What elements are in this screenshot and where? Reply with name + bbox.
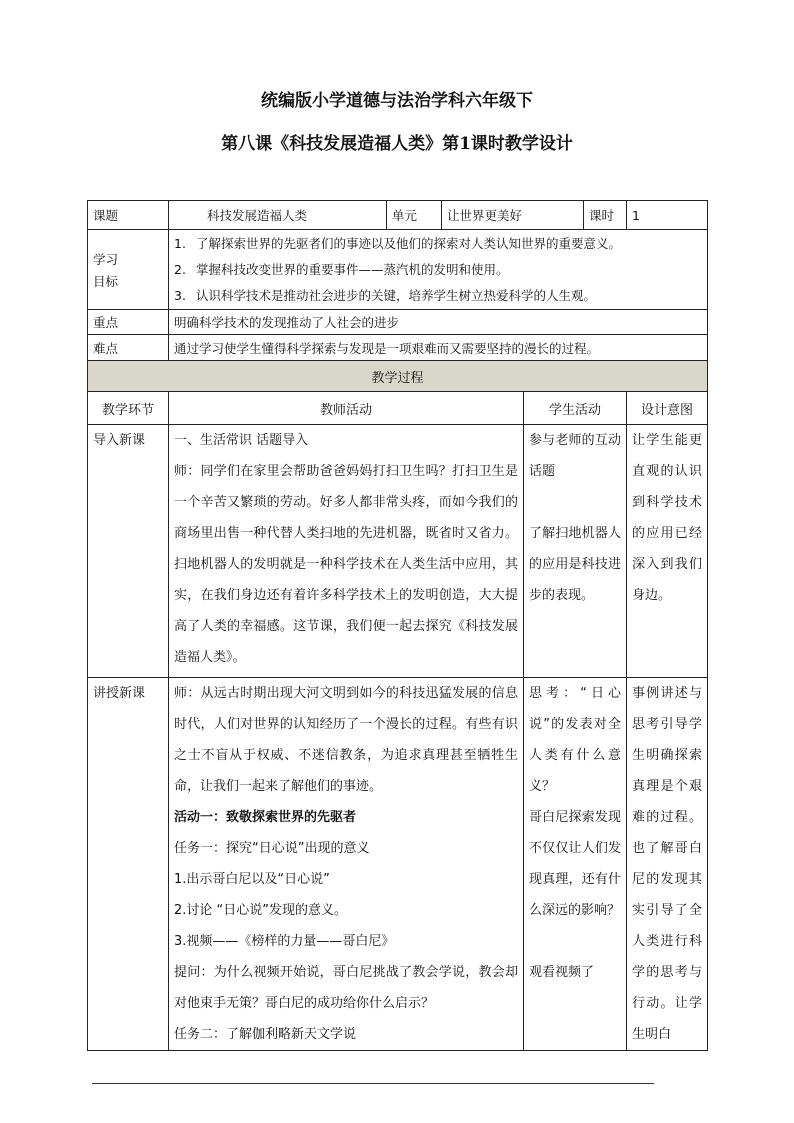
question-paragraph: 提问：为什么视频开始说，哥白尼挑战了教会学说，教会却对他束手无策？哥白尼的成功给你什么启示？ bbox=[174, 965, 518, 1011]
header-teacher: 教师活动 bbox=[169, 392, 524, 425]
teacher-activity-cell bbox=[169, 678, 524, 1051]
stage-cell: 讲授新课 bbox=[88, 678, 169, 1051]
key-point-label: 重点 bbox=[88, 310, 169, 335]
student-activity-item: 观看视频了 bbox=[529, 965, 595, 980]
student-activity-cell bbox=[524, 678, 627, 1051]
lesson-plan-table bbox=[87, 200, 708, 1051]
goals-label-line2: 目标 bbox=[93, 273, 119, 289]
table-row bbox=[88, 425, 708, 678]
task-line: 3.视频——《榜样的力量——哥白尼》 bbox=[174, 934, 395, 949]
goal-item: 1. 了解探索世界的先驱者们的事迹以及他们的探索对人类认知世界的重要意义。 bbox=[174, 235, 622, 251]
footer-divider bbox=[92, 1083, 654, 1084]
activity-paragraph: 师：同学们在家里会帮助爸爸妈妈打扫卫生吗？打扫卫生是一个辛苦又繁琐的劳动。好多人都非常头疼，而如今我们的商场里出售一种代替人类扫地的先进机器，既省时又省力。扫地机器人的发明就是一种科学技术在人类生活中应用，其实，在我们身边还有着许多科学技术上的发明创造，大大提高了人类的幸福感。这节课，我们便一起去探究《科技发展造福人类》。 bbox=[174, 464, 518, 665]
header-stage: 教学环节 bbox=[88, 392, 169, 425]
design-intent-cell: 让学生能更直观的认识到科学技术的应用已经深入到我们身边。 bbox=[627, 425, 708, 678]
document-title-line2: 第八课《科技发展造福人类》第1课时教学设计 bbox=[221, 134, 573, 154]
document-title-line1: 统编版小学道德与法治学科六年级下 bbox=[261, 91, 533, 111]
topic-label: 课题 bbox=[88, 201, 169, 230]
stage-cell: 导入新课 bbox=[88, 425, 169, 678]
task-line: 任务一：探究“日心说”出现的意义 bbox=[174, 841, 370, 856]
period-label: 课时 bbox=[584, 201, 627, 230]
activity-heading: 活动一：致敬探索世界的先驱者 bbox=[174, 810, 357, 825]
goal-item: 2. 掌握科技改变世界的重要事件——蒸汽机的发明和使用。 bbox=[174, 261, 509, 277]
unit-label: 单元 bbox=[387, 201, 442, 230]
activity-paragraph: 师：从远古时期出现大河文明到如今的科技迅猛发展的信息时代，人们对世界的认知经历了一个漫长的过程。有些有识之士不盲从于权威、不迷信教条，为追求真理甚至牺牲生命，让我们一起来了解他们的事迹。 bbox=[174, 686, 518, 794]
student-activity-item: 思考：“日心说”的发表对全人类有什么意义？ bbox=[529, 686, 622, 794]
teacher-activity-cell bbox=[169, 425, 524, 678]
unit-value: 让世界更美好 bbox=[442, 201, 584, 230]
goal-item: 3. 认识科学技术是推动社会进步的关键，培养学生树立热爱科学的人生观。 bbox=[174, 287, 597, 303]
task-line: 任务二：了解伽利略新天文学说 bbox=[174, 1027, 357, 1042]
student-activity-item: 参与老师的互动话题 bbox=[529, 433, 622, 479]
key-point-value: 明确科学技术的发现推动了人社会的进步 bbox=[169, 310, 708, 335]
difficulty-value: 通过学习使学生懂得科学探索与发现是一项艰难而又需要坚持的漫长的过程。 bbox=[169, 335, 708, 361]
goals-list bbox=[169, 230, 708, 310]
activity-heading: 一、生活常识 话题导入 bbox=[174, 433, 309, 448]
topic-value: 科技发展造福人类 bbox=[169, 201, 387, 230]
header-student: 学生活动 bbox=[524, 392, 627, 425]
student-activity-cell bbox=[524, 425, 627, 678]
difficulty-label: 难点 bbox=[88, 335, 169, 361]
goals-label bbox=[88, 230, 169, 310]
table-row bbox=[88, 678, 708, 1051]
period-value: 1 bbox=[627, 201, 708, 230]
task-line: 2.讨论 “日心说”发现的意义。 bbox=[174, 903, 348, 918]
task-line: 1.出示哥白尼以及“日心说” bbox=[174, 872, 330, 887]
header-intent: 设计意图 bbox=[627, 392, 708, 425]
student-activity-item: 了解扫地机器人的应用是科技进步的表现。 bbox=[529, 526, 622, 603]
design-intent-cell: 事例讲述与思考引导学生明确探索真理是个艰难的过程。也了解哥白尼的发现其实引导了全人类进行科学的思考与行动。让学生明白 bbox=[627, 678, 708, 1051]
goals-label-line1: 学习 bbox=[93, 251, 119, 267]
process-band-title: 教学过程 bbox=[88, 361, 708, 392]
student-activity-item: 哥白尼探索发现不仅仅让人们发现真理，还有什么深远的影响？ bbox=[529, 810, 622, 918]
